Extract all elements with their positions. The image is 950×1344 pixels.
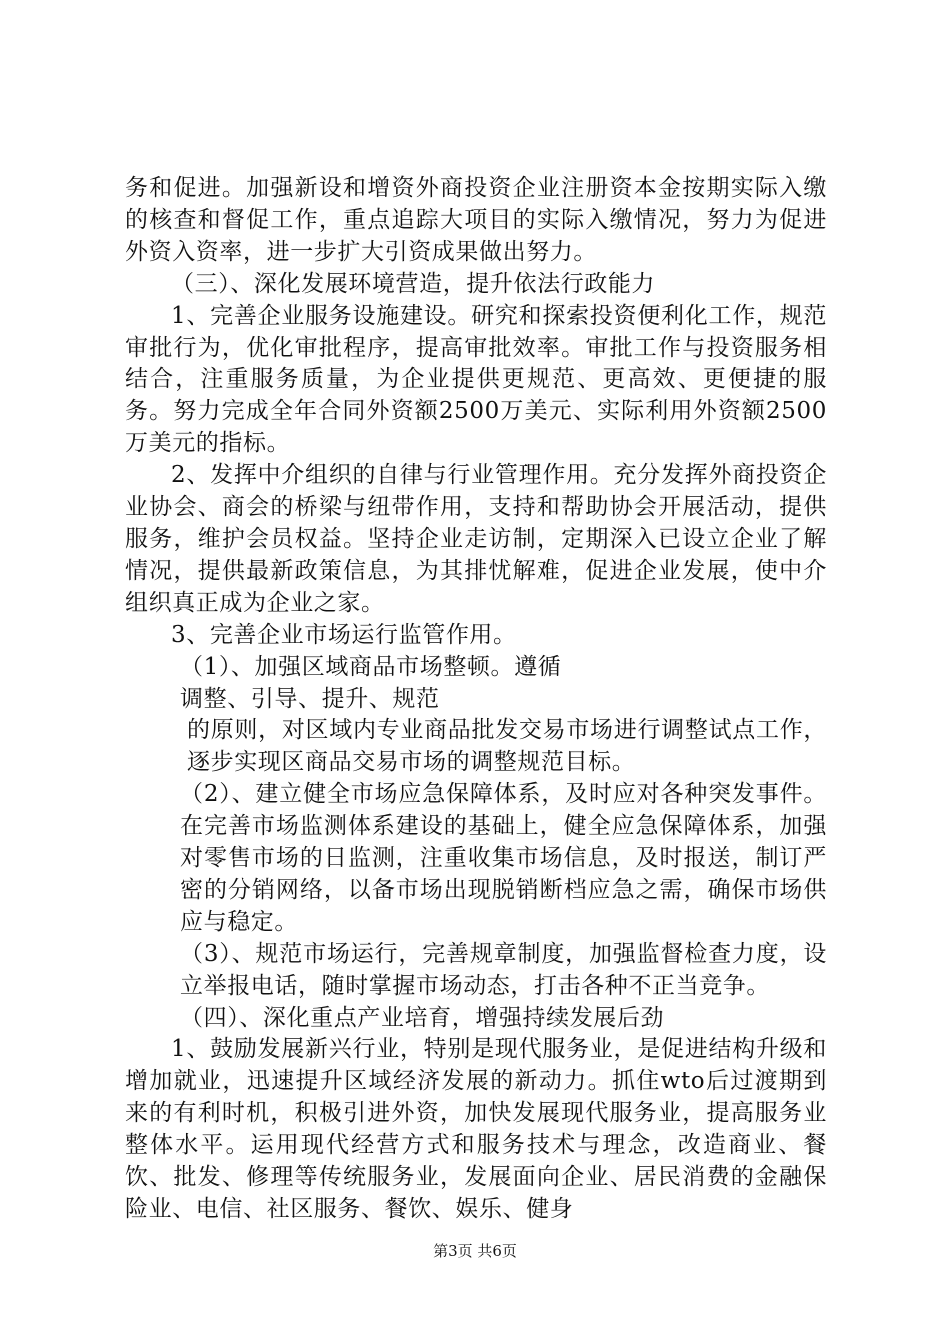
- paragraph-emerging-industries: 1、鼓励发展新兴行业，特别是现代服务业，是促进结构升级和增加就业，迅速提升区域经济发展的新动力。抓住wto后过渡期到来的有利时机，积极引进外资，加快发展现代服务业，提高服务业整体水平。运用现代经营方式和服务技术与理念，改造商业、餐饮、批发、修理等传统服务业，发展面向企业、居民消费的金融保险业、电信、社区服务、餐饮、娱乐、健身: [125, 1036, 827, 1222]
- paragraph-item-1: （1）、加强区域商品市场整顿。遵循: [180, 653, 562, 680]
- section-heading-3: （三）、深化发展环境营造，提升依法行政能力: [171, 270, 656, 297]
- paragraph-item-1-principles: 调整、引导、提升、规范: [180, 685, 440, 712]
- paragraph-market-supervision: 3、完善企业市场运行监管作用。: [171, 621, 517, 648]
- paragraph-service-facilities: 1、完善企业服务设施建设。研究和探索投资便利化工作，规范审批行为，优化审批程序，提高审批效率。审批工作与投资服务相结合，注重服务质量，为企业提供更规范、更高效、更便捷的服务。努力完成全年合同外资额2500万美元、实际利用外资额2500万美元的指标。: [125, 302, 827, 457]
- section-heading-4: （四）、深化重点产业培育，增强持续发展后劲: [180, 1004, 665, 1031]
- paragraph-item-1-cont: 的原则，对区域内专业商品批发交易市场进行调整试点工作，逐步实现区商品交易市场的调整规范目标。: [187, 717, 827, 776]
- paragraph-item-3: （3）、规范市场运行，完善规章制度，加强监督检查力度，设立举报电话，随时掌握市场动态，打击各种不正当竞争。: [180, 940, 827, 999]
- paragraph-item-2: （2）、建立健全市场应急保障体系，及时应对各种突发事件。在完善市场监测体系建设的基础上，健全应急保障体系，加强对零售市场的日监测，注重收集市场信息，及时报送，制订严密的分销网络，以备市场出现脱销断档应急之需，确保市场供应与稳定。: [180, 781, 827, 935]
- paragraph-intermediary-orgs: 2、发挥中介组织的自律与行业管理作用。充分发挥外商投资企业协会、商会的桥梁与纽带作用，支持和帮助协会开展活动，提供服务，维护会员权益。坚持企业走访制，定期深入已设立企业了解情况，提供最新政策信息，为其排忧解难，促进企业发展，使中介组织真正成为企业之家。: [125, 462, 827, 616]
- page-footer: 第3页 共6页: [433, 1242, 517, 1260]
- paragraph-continuation: 务和促进。加强新设和增资外商投资企业注册资本金按期实际入缴的核查和督促工作，重点追踪大项目的实际入缴情况，努力为促进外资入资率，进一步扩大引资成果做出努力。: [125, 175, 827, 265]
- document-body: [125, 173, 827, 1226]
